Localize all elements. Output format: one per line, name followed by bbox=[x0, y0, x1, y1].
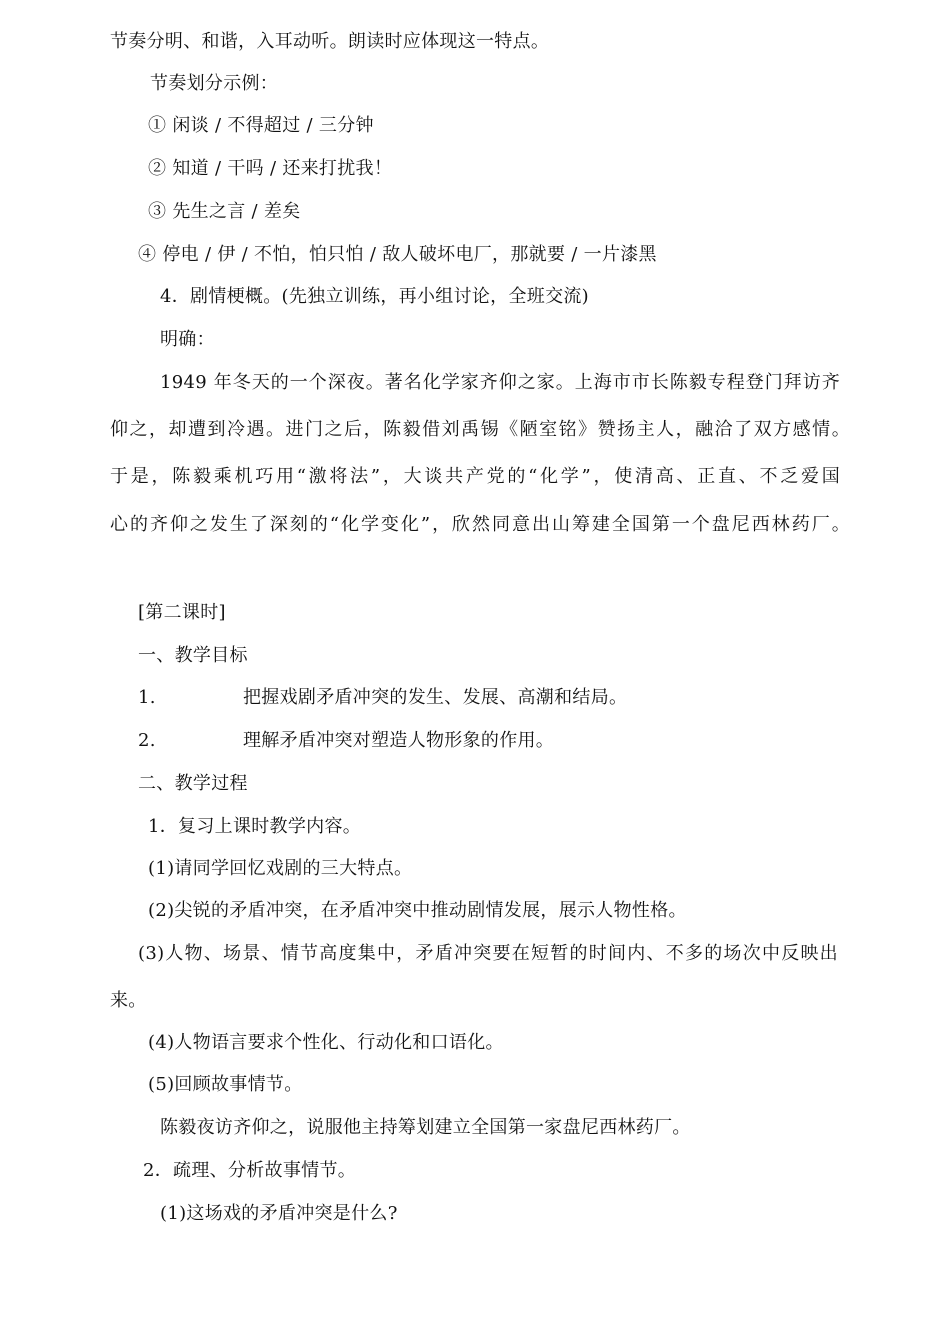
paragraph-line: 来。 bbox=[110, 990, 147, 1011]
list-item: ④ 停电 / 伊 / 不怕，怕只怕 / 敌人破坏电厂，那就要 / 一片漆黑 bbox=[138, 244, 657, 265]
section-title: [第二课时] bbox=[138, 602, 226, 623]
paragraph-line: 仰之，却遭到冷遇。进门之后，陈毅借刘禹锡《陋室铭》赞扬主人，融洽了双方感情。 bbox=[110, 419, 850, 440]
list-item: ① 闲谈 / 不得超过 / 三分钟 bbox=[148, 115, 374, 136]
list-item: (1)这场戏的矛盾冲突是什么? bbox=[160, 1203, 398, 1224]
heading: 2．疏理、分析故事情节。 bbox=[143, 1160, 357, 1181]
heading: 4．剧情梗概。(先独立训练，再小组讨论，全班交流) bbox=[160, 286, 589, 307]
paragraph-line: 节奏分明、和谐，入耳动听。朗读时应体现这一特点。 bbox=[110, 31, 550, 52]
list-item: (5)回顾故事情节。 bbox=[148, 1074, 303, 1095]
list-number: 1. bbox=[138, 687, 156, 708]
paragraph-line: 心的齐仰之发生了深刻的“化学变化”，欣然同意出山筹建全国第一个盘尼西林药厂。 bbox=[110, 514, 850, 535]
paragraph-line: (3)人物、场景、情节高度集中，矛盾冲突要在短暂的时间内、不多的场次中反映出 bbox=[138, 943, 838, 964]
list-item: 1．复习上课时教学内容。 bbox=[148, 816, 362, 837]
list-item: (1)请同学回忆戏剧的三大特点。 bbox=[148, 858, 413, 879]
paragraph-line: 于是，陈毅乘机巧用“激将法”，大谈共产党的“化学”，使清高、正直、不乏爱国 bbox=[110, 466, 840, 487]
paragraph-line: 陈毅夜访齐仰之，说服他主持筹划建立全国第一家盘尼西林药厂。 bbox=[160, 1117, 691, 1138]
list-number: 2. bbox=[138, 730, 156, 751]
heading: 一、教学目标 bbox=[138, 645, 248, 666]
heading: 二、教学过程 bbox=[138, 773, 248, 794]
section-label: 节奏划分示例： bbox=[150, 73, 279, 94]
list-item: ③ 先生之言 / 差矣 bbox=[148, 201, 301, 222]
list-item: (2)尖锐的矛盾冲突，在矛盾冲突中推动剧情发展，展示人物性格。 bbox=[148, 900, 687, 921]
list-item bbox=[138, 729, 554, 753]
list-text: 把握戏剧矛盾冲突的发生、发展、高潮和结局。 bbox=[243, 687, 628, 708]
list-item: (4)人物语言要求个性化、行动化和口语化。 bbox=[148, 1032, 504, 1053]
list-item: ② 知道 / 干吗 / 还来打扰我！ bbox=[148, 158, 393, 179]
list-item bbox=[138, 686, 627, 710]
label: 明确： bbox=[160, 329, 215, 350]
list-text: 理解矛盾冲突对塑造人物形象的作用。 bbox=[243, 730, 555, 751]
paragraph-line: 1949 年冬天的一个深夜。著名化学家齐仰之家。上海市市长陈毅专程登门拜访齐 bbox=[160, 372, 840, 393]
